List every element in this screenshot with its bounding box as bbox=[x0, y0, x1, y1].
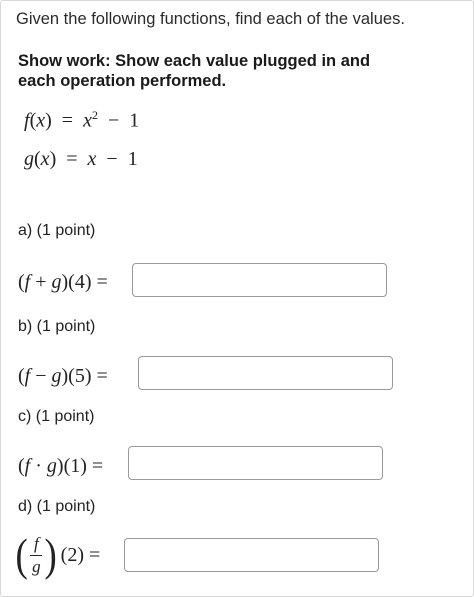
instructions-line-2: each operation performed. bbox=[18, 72, 227, 90]
part-c-expression: (f · g)(1) = bbox=[18, 455, 104, 477]
part-d-expression: ( $\frac{f}{g}$ ) (2) = bbox=[15, 529, 101, 580]
part-b-expression: (f − g)(5) = bbox=[18, 365, 108, 387]
function-g-definition: g(x) = x − 1 bbox=[24, 148, 138, 170]
question-prompt: Given the following functions, find each of the values. bbox=[16, 10, 405, 28]
part-d-answer-input[interactable] bbox=[124, 538, 379, 572]
part-b-label: b) (1 point) bbox=[18, 318, 96, 335]
part-a-answer-input[interactable] bbox=[132, 263, 387, 297]
part-d-label: d) (1 point) bbox=[18, 498, 96, 515]
part-c-answer-input[interactable] bbox=[128, 446, 383, 480]
part-b-answer-input[interactable] bbox=[138, 356, 393, 390]
part-c-label: c) (1 point) bbox=[18, 408, 95, 425]
part-a-expression: (f + g)(4) = bbox=[18, 271, 108, 293]
instructions-line-1: Show work: Show each value plugged in and bbox=[18, 52, 371, 70]
part-a-label: a) (1 point) bbox=[18, 222, 96, 239]
function-f-definition: $f(x) = x^2 - 1$ bbox=[24, 108, 140, 132]
